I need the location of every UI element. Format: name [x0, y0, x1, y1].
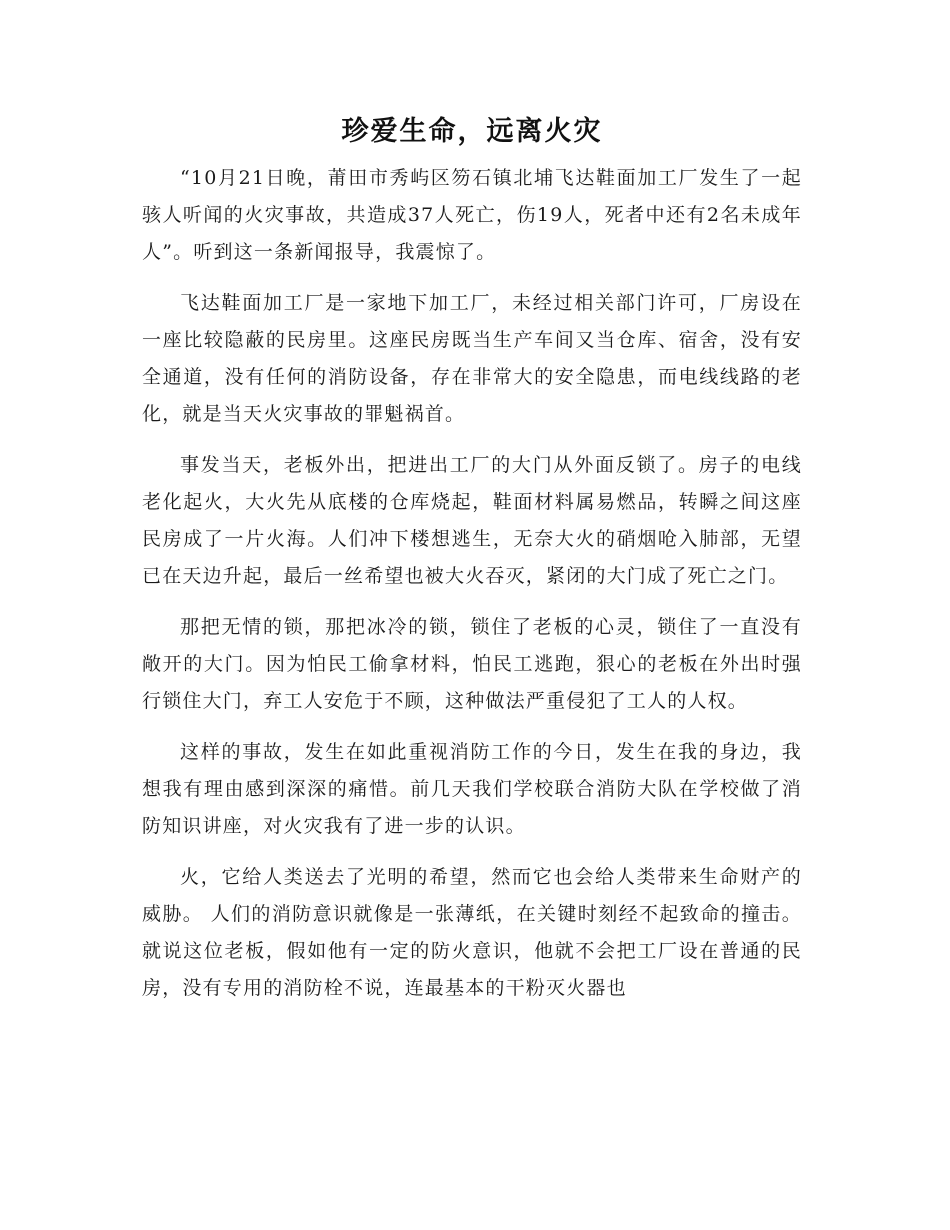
document-body [142, 112, 802, 1021]
paragraph-6: 火，它给人类送去了光明的希望，然而它也会给人类带来生命财产的威胁。 人们的消防意识就像是一张薄纸，在关键时刻经不起致命的撞击。就说这位老板，假如他有一定的防火意识，他就不会把工厂设在普通的民房，没有专用的消防栓不说，连最基本的干粉灭火器也 [142, 866, 802, 999]
paragraph-5: 这样的事故，发生在如此重视消防工作的今日，发生在我的身边，我想我有理由感到深深的痛惜。前几天我们学校联合消防大队在学校做了消防知识讲座，对火灾我有了进一步的认识。 [142, 741, 802, 837]
paragraph-1: “10月21日晚，莆田市秀屿区笏石镇北埔飞达鞋面加工厂发生了一起骇人听闻的火灾事故，共造成37人死亡，伤19人，死者中还有2名未成年人”。听到这一条新闻报导，我震惊了。 [142, 167, 802, 263]
paragraph-4: 那把无情的锁，那把冰冷的锁，锁住了老板的心灵，锁住了一直没有敞开的大门。因为怕民工偷拿材料，怕民工逃跑，狠心的老板在外出时强行锁住大门，弃工人安危于不顾，这种做法严重侵犯了工人的人权。 [142, 616, 802, 712]
paragraph-2: 飞达鞋面加工厂是一家地下加工厂，未经过相关部门许可，厂房设在一座比较隐蔽的民房里。这座民房既当生产车间又当仓库、宿舍，没有安全通道，没有任何的消防设备，存在非常大的安全隐患，而电线线路的老化，就是当天火灾事故的罪魁祸首。 [142, 292, 802, 425]
document-title: 珍爱生命，远离火灾 [341, 116, 603, 147]
paragraph-3: 事发当天，老板外出，把进出工厂的大门从外面反锁了。房子的电线老化起火，大火先从底楼的仓库烧起，鞋面材料属易燃品，转瞬之间这座民房成了一片火海。人们冲下楼想逃生，无奈大火的硝烟呛入肺部，无望已在天边升起，最后一丝希望也被大火吞灭，紧闭的大门成了死亡之门。 [142, 454, 802, 587]
